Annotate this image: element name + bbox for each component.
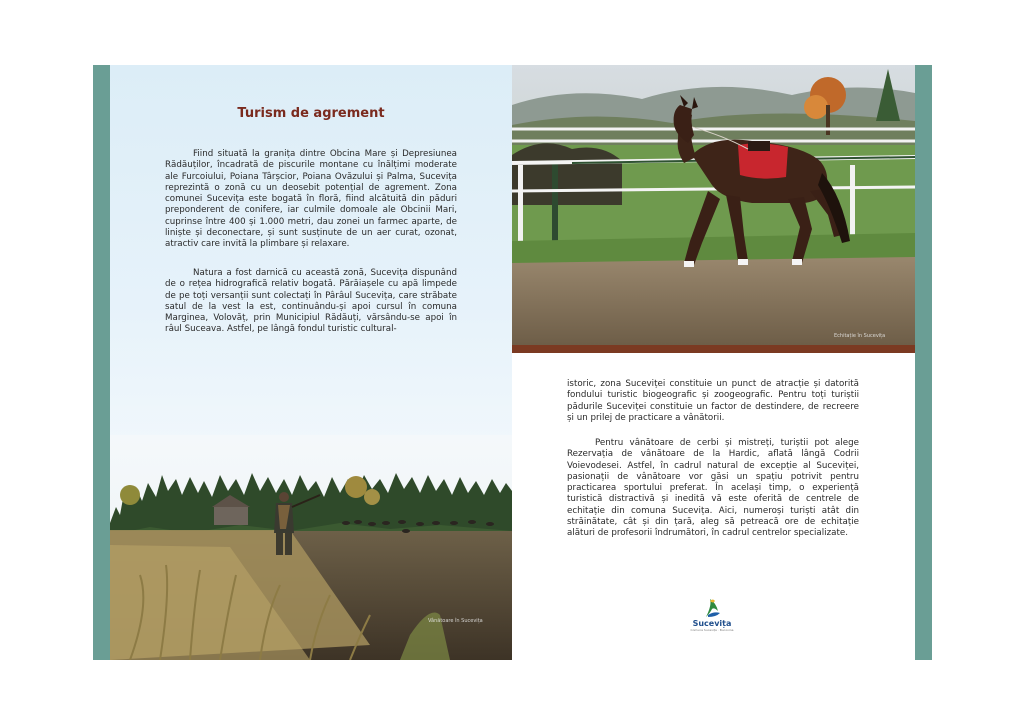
sucevita-logo-icon [700,595,724,619]
page-title: Turism de agrement [237,106,385,121]
paragraph-intro: Fiind situată la granița dintre Obcina Mare și Depresiunea Rădăuților, încadrată de piscurile montane cu înălțimi moderate ale Furcoiului, Poiana Târșcior, Poiana Ovăzului și Palma, Sucevița reprezintă o zonă cu un deosebit potențial de agrement. Zona comunei Sucevița este bogată în floră, fiind alcătuită din păduri preponderent de conifere, iar culmile domoale ale Obcinii Mari, cuprinse între 400 și 1.000 metri, dau zonei un farmec aparte, de liniște și deconectare, și sunt susținute de un aer curat, ozonat, atractiv care invită la plimbare și relaxare. [165,149,457,250]
logo-name: Sucevița [692,619,732,628]
hunting-landscape-photo [110,435,512,660]
right-page [512,65,915,660]
paragraph-hydrography: Natura a fost darnică cu această zonă, Sucevița dispunând de o rețea hidrografică relativ bogată. Părăiașele cu apă limpede de pe toți versanții sunt colectați în Pârâul Sucevița, care străbate satul de la vest la est, continuându-și apoi cursul în comuna Marginea, Volovăț, prin Municipiul Rădăuți, vărsându-se apoi în râul Suceava. Astfel, pe lângă fondul turistic cultural- [165,268,457,335]
photo-caption-riding: Echitație în Sucevița [834,333,886,339]
left-edge-band [93,65,110,660]
left-page [110,65,512,660]
paragraph-hunting-riding: Pentru vânătoare de cerbi și mistreți, turiștii pot alege Rezervația de vânătoare de la Hardic, aflată lângă Codrii Voievodesei. Astfel, în cadrul natural de excepție al Suceviței, pasionații de vânătoare vor găsi un spațiu potrivit pentru practicarea sportului preferat. În același timp, o experiență turistică distractivă și inedită vă este oferită de centrele de echitație din comuna Sucevița. Aici, numeroși turiști atât din străinătate, cât și din țară, aleg să petreacă ore de echitație alături de profesorii îndrumători, în cadrul centrelor specializate. [567,438,859,539]
horse-riding-photo [512,65,915,345]
brown-divider-band [512,345,915,353]
brochure-spread [93,65,932,660]
logo-tagline: Comuna Sucevița · Bucovina [690,628,734,632]
right-edge-band [915,65,932,660]
sucevita-logo [684,595,740,639]
photo-caption-hunting: Vânătoare în Sucevița [428,618,483,624]
paragraph-biogeography: istoric, zona Suceviței constituie un punct de atracție și datorită fondului turistic biogeografic și zoogeografic. Pentru toți turiștii pădurile Suceviței constituie un factor de destindere, de recreere și un prilej de practicare a vânătorii. [567,379,859,423]
